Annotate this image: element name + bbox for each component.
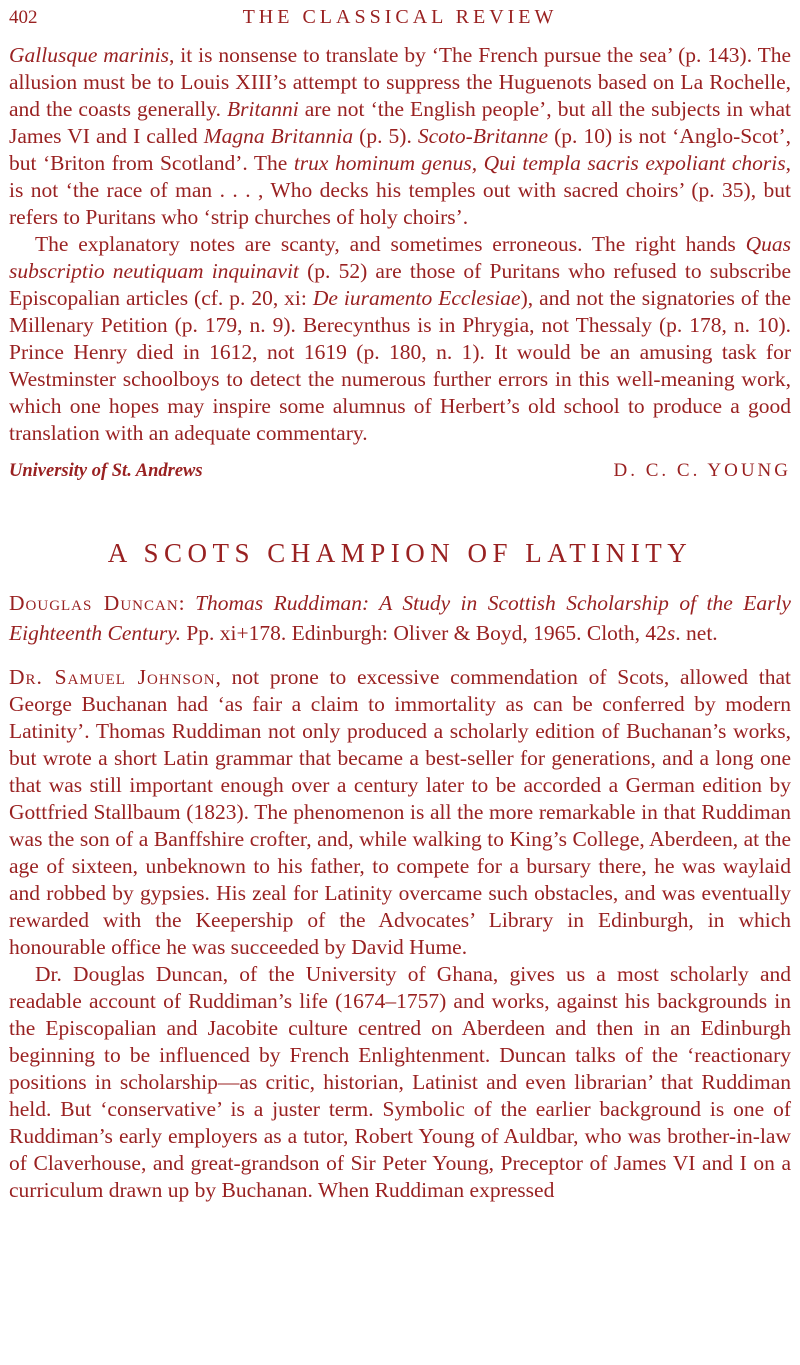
review-section-latinity bbox=[9, 538, 791, 1204]
journal-title: THE CLASSICAL REVIEW bbox=[242, 6, 558, 28]
page-header bbox=[9, 6, 791, 29]
review-section-young bbox=[9, 42, 791, 482]
review-body bbox=[9, 664, 791, 1204]
page-number: 402 bbox=[9, 7, 38, 28]
bibliographic-entry: Douglas Duncan: Thomas Ruddiman: A Study in Scottish Scholarship of the Early Eighteenth Century. Pp. xi+178. Edinburgh: Oliver & Boyd, 1965. Cloth, 42s. net. bbox=[9, 591, 791, 645]
review-paragraph: Gallusque marinis, it is nonsense to translate by ‘The French pursue the sea’ (p. 143). The allusion must be to Louis XIII’s attempt to suppress the Huguenots based on La Rochelle, and the coasts generally. Britanni are not ‘the English people’, but all the subjects in what James VI and I called Magna Britannia (p. 5). Scoto-Britanne (p. 10) is not ‘Anglo-Scot’, but ‘Briton from Scotland’. The trux hominum genus, Qui templa sacris expoliant choris, is not ‘the race of man . . . , Who decks his temples out with sacred choirs’ (p. 35), but refers to Puritans who ‘strip churches of holy choirs’. bbox=[9, 43, 791, 229]
signature-row bbox=[9, 460, 791, 482]
review-paragraph: Dr. Douglas Duncan, of the University of Ghana, gives us a most scholarly and readable account of Ruddiman’s life (1674–1757) and works, against his backgrounds in the Episcopalian and Jacobite culture centred on Aberdeen and then in an Edinburgh beginning to be influenced by French Enlightenment. Duncan talks of the ‘reactionary positions in scholarship—as critic, historian, Latinist and even librarian’ that Ruddiman held. But ‘conservative’ is a juster term. Symbolic of the earlier background is one of Ruddiman’s early employers as a tutor, Robert Young of Auldbar, who was brother-in-law of Claverhouse, and great-grandson of Sir Peter Young, Preceptor of James VI and I on a curriculum drawn up by Buchanan. When Ruddiman expressed bbox=[9, 962, 791, 1202]
reviewer-name: D. C. C. YOUNG bbox=[613, 460, 791, 481]
article-title: A SCOTS CHAMPION OF LATINITY bbox=[107, 538, 693, 568]
reviewer-affiliation: University of St. Andrews bbox=[9, 461, 203, 481]
review-paragraph: The explanatory notes are scanty, and sometimes erroneous. The right hands Quas subscriptio neutiquam inquinavit (p. 52) are those of Puritans who refused to subscribe Episcopalian articles (cf. p. 20, xi: De iuramento Ecclesiae), and not the signatories of the Millenary Petition (p. 179, n. 9). Berecynthus is in Phrygia, not Thessaly (p. 178, n. 10). Prince Henry died in 1612, not 1619 (p. 180, n. 1). It would be an amusing task for Westminster schoolboys to detect the numerous further errors in this well-meaning work, which one hopes may inspire some alumnus of Herbert’s old school to produce a good translation with an adequate commentary. bbox=[9, 232, 791, 445]
review-paragraph: Dr. Samuel Johnson, not prone to excessive commendation of Scots, allowed that George Buchanan had ‘as fair a claim to immortality as can be conferred by modern Latinity’. Thomas Ruddiman not only produced a scholarly edition of Buchanan’s works, but wrote a short Latin grammar that became a best-seller for generations, and a long one that was still important enough over a century later to be accorded a German edition by Gottfried Stallbaum (1823). The phenomenon is all the more remarkable in that Ruddiman was the son of a Banffshire crofter, and, while walking to King’s College, Aberdeen, at the age of sixteen, unbeknown to his father, to compete for a bursary there, he was waylaid and robbed by gypsies. His zeal for Latinity overcame such obstacles, and was eventually rewarded with the Keepership of the Advocates’ Library in Edinburgh, in which honourable office he was succeeded by David Hume. bbox=[9, 665, 791, 959]
